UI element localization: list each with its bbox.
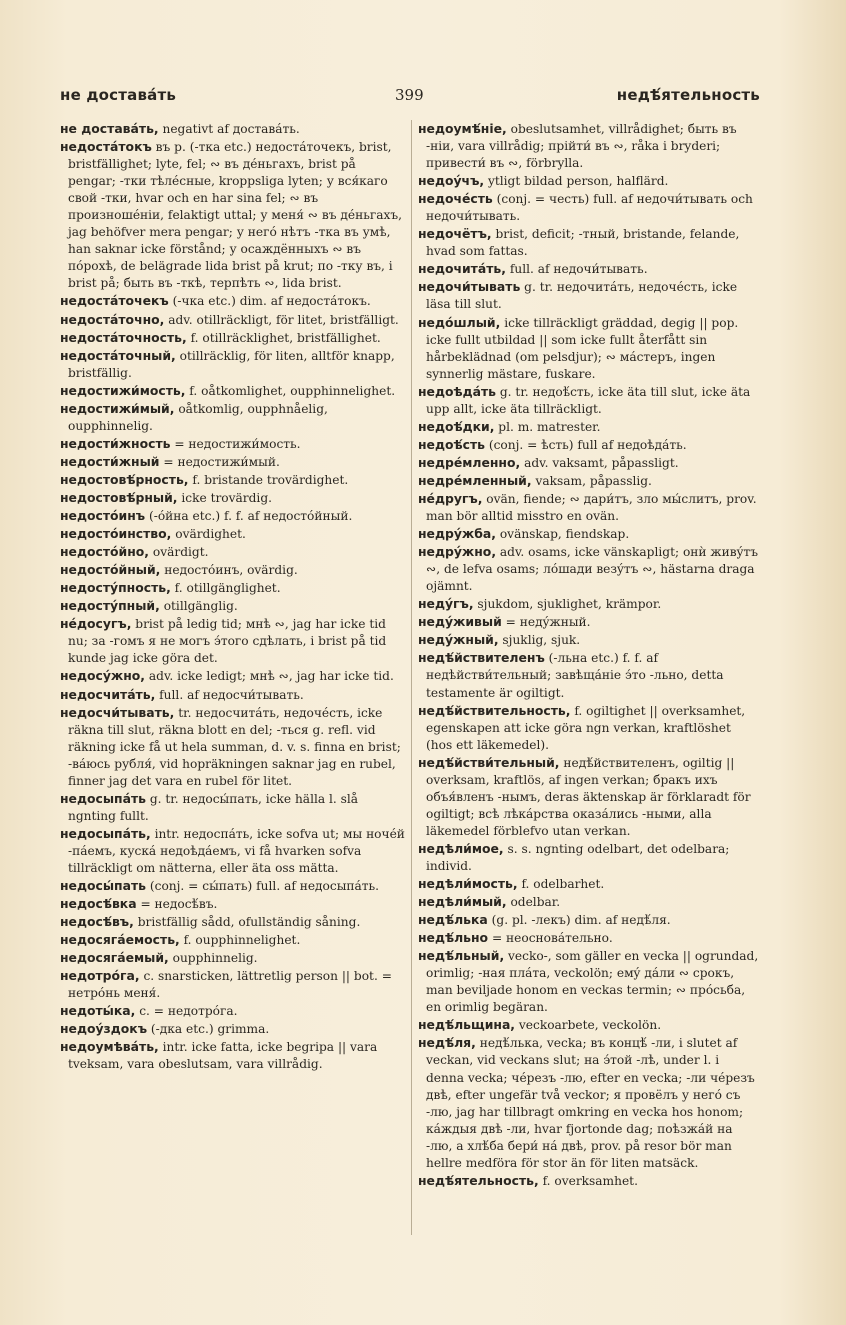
entry-definition: negativt af доставáть. — [162, 122, 300, 136]
entry-headword: недосѣ́въ, — [60, 914, 134, 930]
dictionary-entry — [60, 913, 405, 931]
entry-definition: g. tr. недосы́пать, icke hälla l. slå ngnting fullt. — [68, 791, 359, 823]
entry-definition: f. odelbarhet. — [521, 877, 605, 892]
dictionary-entry — [60, 435, 405, 453]
entry-definition: oupphinnelig. — [172, 951, 258, 966]
dictionary-entry — [60, 471, 405, 489]
entry-headword: недѣ́льный, — [418, 948, 505, 964]
entry-headword: недѣли́мое, — [418, 840, 504, 856]
dictionary-entry — [418, 454, 760, 472]
entry-headword: недостáточность, — [60, 329, 187, 345]
entry-definition: (g. pl. -лекъ) dim. af недѣ́ля. — [491, 913, 671, 928]
entry-definition: (-дка etc.) grimma. — [150, 1022, 270, 1037]
entry-headword: недостáтокъ — [60, 139, 152, 155]
entry-definition: недѣ́лька, vecka; въ концѣ́ -ли, i slutet af veckan, vid veckans slut; на э́той -лѣ, under l. i denna vecka; чéрезъ -лю, efter en vecka; -ли чéрезъ двѣ, efter ungefär två veckor; я провёлъ у негó съ -лю, jag har tillbragt omkring en vecka hos honom; кáждыя двѣ -ли, hvar fjortonde dag; поѣзжáй на -лю, а хлѣ́ба бери́ нá двѣ, prov. på resor bör man hellre medföra för stor än för liten matsäck. — [426, 1036, 755, 1170]
entry-definition: adv. osams, icke vänskapligt; онѝ живýтъ ∾, de lefva osams; лóшади везýтъ ∾, hästarna draga ojämnt. — [426, 545, 758, 594]
dictionary-entry — [60, 400, 405, 435]
entry-definition: s. s. ngnting odelbart, det odelbara; individ. — [426, 841, 730, 873]
dictionary-entry — [418, 947, 760, 1016]
entry-headword: недóшлый, — [418, 314, 501, 330]
dictionary-entry — [60, 1038, 405, 1073]
entry-definition: icke trovärdig. — [181, 490, 272, 505]
entry-definition: odelbar. — [510, 895, 561, 910]
entry-headword: недостижи́мость, — [60, 382, 186, 398]
entry-headword: недрýжно, — [418, 544, 497, 560]
entry-definition: c. snarsticken, lättretlig person || bot. = нетрóнь меня́. — [68, 969, 392, 1001]
dictionary-entry — [418, 190, 760, 225]
dictionary-entry — [60, 561, 405, 579]
entry-definition: intr. недоспáть, icke sofva ut; мы ночéй -пáемъ, кускá недоѣдáемъ, vi få hvarken sofva tillräckligt om nätterna, eller äta oss mätta. — [68, 826, 405, 875]
dictionary-entry — [60, 453, 405, 471]
entry-headword: недоумѣ́ніе, — [418, 121, 507, 136]
dictionary-entry — [418, 875, 760, 893]
entry-headword: недрéмленный, — [418, 472, 532, 488]
entry-definition: (conj. = ѣсть) full af недоѣдáть. — [488, 437, 687, 452]
dictionary-entry — [60, 382, 405, 400]
entry-definition: (-льна etc.) f. f. af недѣйстви́тельный; завѣщáніе э́то -льно, detta testamente är ogiltigt. — [426, 651, 724, 700]
entry-headword: недоýчъ, — [418, 173, 485, 189]
entry-headword: недоѣ́сть — [418, 436, 485, 452]
entry-headword: недостáточный, — [60, 347, 176, 363]
entry-definition: adv. otillräckligt, för litet, bristfälligt. — [168, 312, 399, 327]
entry-headword: недостóинство, — [60, 526, 172, 542]
entry-headword: недочётъ, — [418, 226, 492, 242]
entry-definition: icke tillräckligt gräddad, degig || pop. icke fullt utbildad || som icke fullt återfått sin hårbeklädnad (om pelsdjur); ∾ мáстеръ, ingen synnerlig mästare, fuskare. — [426, 315, 739, 381]
entry-definition: (conj. = сы́пать) full. af недосыпáть. — [149, 879, 380, 894]
dictionary-entry — [418, 1034, 760, 1171]
entry-definition: vecko-, som gäller en vecka || ogrundad, orimlig; -ная плáта, veckolön; емý дáли ∾ срокъ, man beviljade honom en veckas termin; ∾ прóсьба, en orimlig begäran. — [426, 949, 759, 1015]
dictionary-entry — [418, 260, 760, 278]
entry-headword: нéдругъ, — [418, 490, 483, 506]
entry-headword: недосягáемость, — [60, 932, 180, 948]
dictionary-entry — [418, 649, 760, 701]
entry-definition: full. af недосчи́тывать. — [159, 687, 304, 702]
entry-headword: недѣ́йстви́тельный, — [418, 754, 560, 770]
entry-headword: недости́жный — [60, 453, 160, 469]
entry-definition: veckoarbete, veckolön. — [518, 1018, 662, 1033]
dictionary-entry — [60, 329, 405, 347]
entry-definition: (-чка etc.) dim. af недостáтокъ. — [172, 294, 371, 309]
entry-headword: недоѣдáть — [418, 383, 496, 399]
dictionary-entry — [60, 1002, 405, 1020]
dictionary-entry — [60, 615, 405, 667]
entry-definition: = недостижи́мость. — [174, 436, 301, 451]
dictionary-entry — [60, 597, 405, 615]
dictionary-entry — [60, 120, 405, 138]
entry-headword: недотрóга, — [60, 968, 140, 984]
dictionary-entry — [418, 754, 760, 840]
dictionary-entry — [418, 225, 760, 260]
entry-headword: недýжный, — [418, 632, 499, 648]
running-head-right: недѣ́ятельность — [616, 86, 760, 104]
dictionary-entry — [60, 489, 405, 507]
entry-headword: недосѣ́вка — [60, 896, 137, 912]
entry-definition: adv. vaksamt, påpassligt. — [524, 455, 679, 470]
entry-definition: adv. icke ledigt; мнѣ ∾, jag har icke tid. — [148, 669, 394, 684]
entry-definition: въ р. (-тка etc.) недостáточекъ, brist, bristfällighet; lyte, fel; ∾ въ дéньгахъ, brist på pengar; -тки тѣлéсные, kroppsliga lyten; у вся́каго свой -тки, hvar och en har sina fel; ∾ въ произношéніи, felaktigt uttal; у меня́ ∾ въ дéньгахъ, jag behöfver mera pengar; у негó нѣтъ -тка въ умѣ, han saknar icke förstånd; у осаждённыхъ ∾ въ пóрохѣ, de belägrade lida brist på krut; по -тку въ, i brist på; быть въ -ткѣ, терпѣть ∾, lida brist. — [68, 140, 402, 291]
dictionary-entry — [418, 840, 760, 875]
entry-headword: недоты́ка, — [60, 1003, 136, 1019]
dictionary-entry — [60, 895, 405, 913]
entry-headword: недоумѣвáть, — [60, 1039, 159, 1055]
dictionary-entry — [418, 702, 760, 754]
entry-definition: bristfällig sådd, ofullständig såning. — [137, 915, 361, 930]
dictionary-entry — [418, 1172, 760, 1190]
dictionary-entry — [418, 1016, 760, 1034]
entry-headword: недрýжба, — [418, 526, 496, 542]
entry-definition: f. oåtkomlighet, oupphinnelighet. — [189, 383, 396, 398]
entry-definition: (-óйна etc.) f. f. af недостóйный. — [148, 509, 353, 524]
entry-definition: (conj. = честь) full. af недочи́тывать och недочи́тывать. — [426, 192, 753, 224]
entry-headword: недоѣ́дки, — [418, 418, 495, 434]
entry-definition: otillräcklig, för liten, alltför knapp, bristfällig. — [68, 348, 395, 380]
dictionary-entry — [418, 278, 760, 313]
entry-definition: obeslutsamhet, villrådighet; быть въ -ніи, vara villrådig; прійти́ въ ∾, råka i bryderi; привести́ въ ∾, förbrylla. — [426, 122, 737, 171]
dictionary-entry — [60, 686, 405, 704]
dictionary-entry — [60, 525, 405, 543]
entry-headword: недости́жность — [60, 435, 171, 451]
dictionary-entry — [60, 790, 405, 825]
entry-definition: g. tr. недочитáть, недочéсть, icke läsa till slut. — [426, 280, 738, 312]
entry-definition: f. otillgänglighet. — [174, 581, 281, 596]
entry-headword: недочитáть, — [418, 261, 506, 277]
entry-definition: vaksam, påpasslig. — [535, 473, 652, 488]
dictionary-entry — [418, 543, 760, 595]
dictionary-entry — [418, 418, 760, 436]
entry-headword: недосýжно, — [60, 668, 146, 684]
entry-headword: недосы́пать — [60, 878, 146, 894]
entry-definition: = недýжный. — [505, 615, 591, 630]
entry-definition: oåtkomlig, oupphnåelig, oupphinnelig. — [68, 401, 328, 433]
column-divider — [411, 120, 412, 1235]
dictionary-entry — [60, 931, 405, 949]
dictionary-entry — [418, 595, 760, 613]
dictionary-entry — [60, 967, 405, 1002]
dictionary-entry — [418, 490, 760, 525]
entry-headword: недочи́тывать — [418, 279, 521, 295]
dictionary-entry — [60, 138, 405, 292]
entry-headword: недостóйно, — [60, 544, 149, 560]
running-head-left: не доставáть — [60, 86, 177, 104]
dictionary-entry — [418, 893, 760, 911]
entry-definition: f. ogiltighet || overksamhet, egenskapen att icke göra ngn verkan, kraftlöshet (hos ett läkemedel). — [426, 703, 746, 752]
dictionary-entry — [60, 1020, 405, 1038]
entry-headword: недостýпность, — [60, 580, 171, 596]
entry-definition: f. oupphinnelighet. — [183, 933, 301, 948]
entry-definition: f. bristande trovärdighet. — [192, 472, 349, 487]
entry-headword: недостовѣ́рность, — [60, 471, 189, 487]
entry-headword: недѣ́ятельность, — [418, 1172, 539, 1188]
dictionary-entry — [60, 667, 405, 685]
dictionary-entry — [418, 436, 760, 454]
entry-headword: недосягáемый, — [60, 950, 169, 966]
page-header — [60, 86, 760, 110]
entry-definition: ovän, fiende; ∾ дари́тъ, зло мы́слитъ, prov. man bör alltid misstro en ovän. — [426, 491, 757, 524]
entry-definition: sjuklig, sjuk. — [502, 633, 581, 648]
entry-definition: full. af недочи́тывать. — [509, 262, 648, 277]
entry-definition: f. overksamhet. — [542, 1173, 638, 1188]
entry-headword: недѣ́льщина, — [418, 1017, 516, 1033]
entry-definition: intr. icke fatta, icke begripa || vara tveksam, vara obeslutsam, vara villrådig. — [68, 1040, 378, 1072]
entry-definition: ovärdighet. — [175, 527, 246, 542]
entry-definition: g. tr. недоѣ́сть, icke äta till slut, icke äta upp allt, icke äta tillräckligt. — [426, 384, 751, 416]
entry-definition: c. = недотрóга. — [139, 1004, 238, 1019]
dictionary-entry — [60, 507, 405, 525]
dictionary-entry — [418, 929, 760, 947]
entry-headword: недостóинъ — [60, 508, 146, 524]
entry-headword: недѣ́йствителенъ — [418, 650, 545, 666]
dictionary-entry — [418, 911, 760, 929]
dictionary-entry — [60, 311, 405, 329]
entry-headword: недрéмленно, — [418, 454, 521, 470]
dictionary-entry — [60, 292, 405, 310]
entry-headword: недочéсть — [418, 191, 493, 207]
entry-headword: недосчи́тывать, — [60, 704, 175, 720]
entry-definition: ovärdigt. — [152, 545, 209, 560]
entry-definition: ovänskap, fiendskap. — [499, 527, 630, 542]
entry-definition: недостóинъ, ovärdig. — [164, 563, 298, 578]
dictionary-entry — [60, 825, 405, 877]
entry-headword: недостáточекъ — [60, 293, 169, 309]
dictionary-entry — [60, 949, 405, 967]
entry-headword: недостижи́мый, — [60, 400, 175, 416]
entry-headword: недýгъ, — [418, 596, 474, 612]
entry-headword: недѣ́ля, — [418, 1035, 476, 1051]
left-column — [60, 120, 405, 1074]
entry-headword: недостóйный, — [60, 562, 161, 578]
entry-definition: = недосѣ́въ. — [140, 897, 218, 912]
entry-headword: недоýздокъ — [60, 1021, 148, 1037]
dictionary-entry — [60, 579, 405, 597]
dictionary-entry — [418, 472, 760, 490]
dictionary-entry — [418, 613, 760, 631]
entry-headword: недѣ́лька — [418, 912, 488, 928]
entry-definition: f. otillräcklighet, bristfällighet. — [190, 330, 381, 345]
entry-definition: pl. m. matrester. — [498, 419, 601, 434]
entry-definition: = неосновáтельно. — [491, 931, 613, 946]
dictionary-entry — [60, 543, 405, 561]
dictionary-entry — [60, 877, 405, 895]
entry-headword: недѣли́мый, — [418, 894, 507, 910]
entry-definition: sjukdom, sjuklighet, krämpor. — [477, 597, 662, 612]
entry-definition: tr. недосчитáть, недочéсть, icke räkna till slut, räkna blott en del; -ться g. refl. vid räkning icke få ut hela summan, d. v. s. finna en brist; -вáюсь рубля́, vid hopräkningen saknar jag en rubel, finner jag det vara en rubel för litet. — [68, 705, 401, 788]
dictionary-entry — [418, 120, 760, 172]
entry-definition: brist, deficit; -тный, bristande, felande, hvad som fattas. — [426, 227, 740, 259]
entry-definition: ytligt bildad person, halflärd. — [487, 174, 669, 189]
entry-headword: нéдосугъ, — [60, 616, 132, 632]
entry-definition: brist på ledig tid; мнѣ ∾, jag har icke tid nu; за -гомъ я не могъ э́того сдѣлать, i brist på tid kunde jag icke göra det. — [68, 617, 387, 666]
entry-headword: недýживый — [418, 614, 502, 630]
entry-headword: недостáточно, — [60, 311, 165, 327]
entry-headword: недостовѣ́рный, — [60, 489, 178, 505]
dictionary-entry — [60, 347, 405, 382]
page-number: 399 — [395, 86, 424, 104]
right-column — [418, 120, 760, 1190]
entry-headword: недостýпный, — [60, 598, 160, 614]
entry-headword: недосыпáть — [60, 790, 146, 806]
entry-headword: недѣ́льно — [418, 930, 489, 946]
entry-headword: недѣ́йствительность, — [418, 702, 571, 718]
dictionary-entry — [418, 525, 760, 543]
entry-definition: otillgänglig. — [163, 599, 238, 614]
entry-headword: недосчитáть, — [60, 686, 156, 702]
entry-headword: недѣли́мость, — [418, 876, 518, 892]
entry-headword: недосыпáть, — [60, 825, 151, 841]
dictionary-entry — [418, 383, 760, 418]
entry-definition: недѣ́йствителенъ, ogiltig || overksam, kraftlös, af ingen verkan; бракъ ихъ объя́вленъ -нымъ, deras äktenskap är förklaradt för ogiltigt; всѣ лѣкáрства оказáлись -ными, alla läkemedel förblefvo utan verkan. — [426, 755, 751, 838]
dictionary-entry — [60, 704, 405, 790]
entry-definition: = недостижи́мый. — [163, 454, 280, 469]
entry-headword: не доставáть, — [60, 121, 159, 136]
dictionary-entry — [418, 172, 760, 190]
dictionary-entry — [418, 631, 760, 649]
dictionary-entry — [418, 314, 760, 383]
